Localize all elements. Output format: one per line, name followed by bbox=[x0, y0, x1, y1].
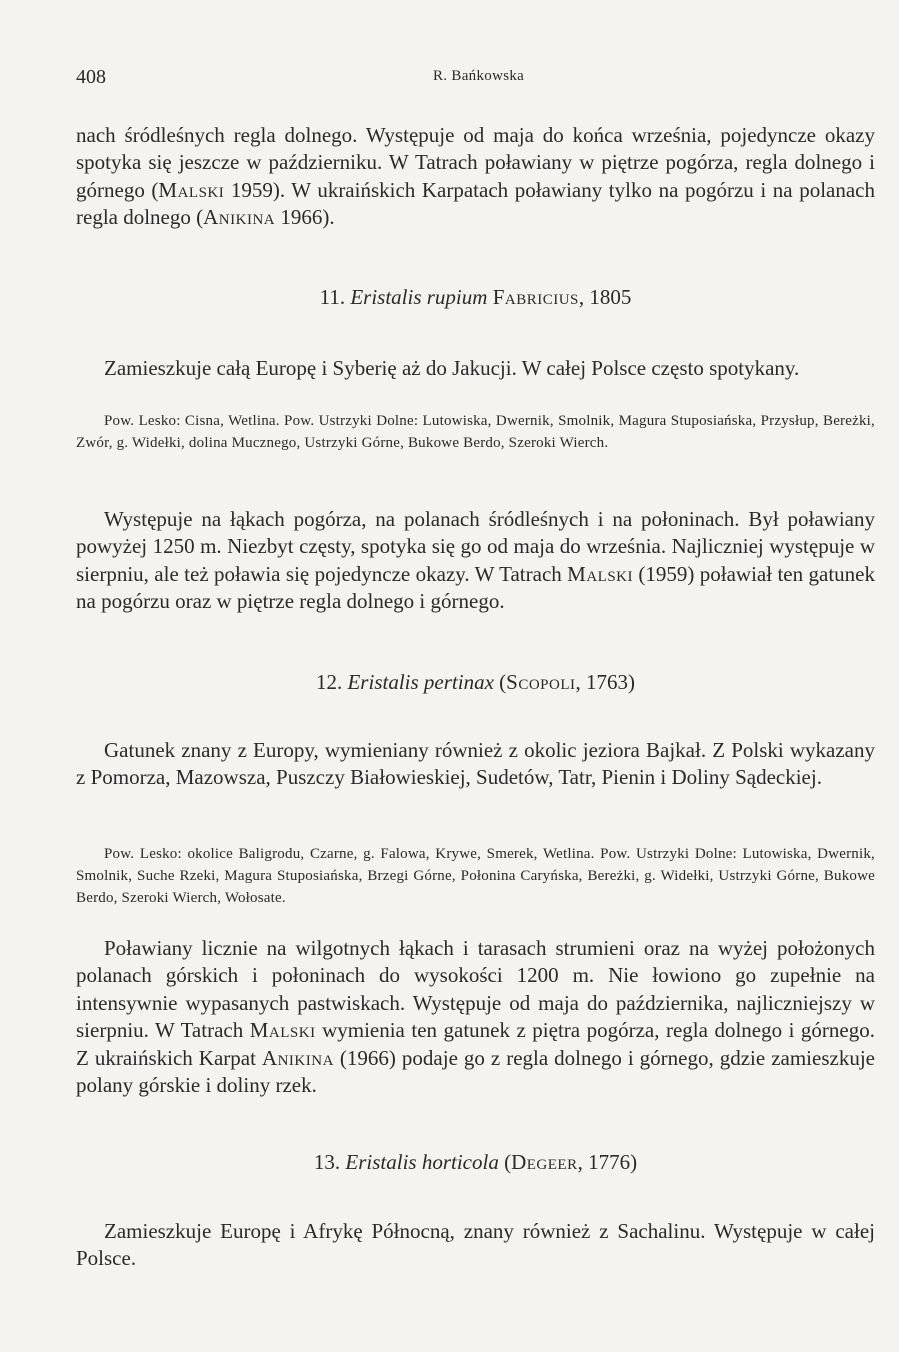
author-citation: Malski bbox=[567, 561, 633, 586]
species-author-open: ( bbox=[498, 1150, 512, 1174]
ecology-text-1: Występuje na łąkach pogórza, na polanach śródleśnych i na połoninach. Był poławiany powyżej 1250 m. Niezbyt częsty, spotyka się go od maja do września. Najliczniej występuje w sierpniu, ale też poławia się pojedyncze okazy. W Tatrach bbox=[76, 507, 875, 586]
species-heading-11 bbox=[76, 285, 875, 310]
localities-paragraph-12: Pow. Lesko: okolice Baligrodu, Czarne, g. Falowa, Krywe, Smerek, Wetlina. Pow. Ustrzyki Dolne: Lutowiska, Dwernik, Smolnik, Suche Rzeki, Magura Stuposiańska, Brzegi Górne, Połonina Caryńska, Bereżki, g. Widełki, Ustrzyki Górne, Bukowe Berdo, Szeroki Wierch, Wołosate. bbox=[76, 846, 875, 906]
ecology-text-2: (1959) poławiał ten gatunek na pogórzu oraz w piętrze regla dolnego i górnego. bbox=[76, 561, 875, 614]
ecology-paragraph-11 bbox=[76, 506, 875, 616]
species-name: Eristalis rupium bbox=[350, 285, 488, 309]
author-citation: Malski bbox=[249, 1018, 316, 1043]
ecology-text-2: wymienia ten gatunek z piętra pogórza, regla dolnego i górnego. Z ukraińskich Karpat bbox=[76, 1018, 875, 1070]
author-citation: Anikina bbox=[203, 205, 276, 230]
species-author: Fabricius bbox=[492, 285, 579, 309]
intro-paragraph bbox=[76, 122, 875, 232]
species-year: , 1805 bbox=[578, 285, 632, 309]
distribution-paragraph-13: Zamieszkuje Europę i Afrykę Północną, znany również z Sachalinu. Występuje w całej Polsce. bbox=[76, 1219, 875, 1271]
species-author-open: ( bbox=[493, 670, 507, 694]
ecology-text-1: Poławiany licznie na wilgotnych łąkach i tarasach strumieni oraz na wyżej położonych polanach górskich i połoninach do wysokości 1200 m. Nie łowiono go zupełnie na intensywnie wypasanych pastwiskach. Występuje od maja do października, najliczniejszy w sierpniu. W Tatrach bbox=[76, 936, 875, 1043]
species-author: Scopoli bbox=[506, 670, 576, 694]
intro-text-3: 1966). bbox=[275, 205, 335, 230]
species-year: , 1776) bbox=[577, 1150, 638, 1174]
ecology-text-3: (1966) podaje go z regla dolnego i górnego, gdzie zamieszkuje polany górskie i doliny rzek. bbox=[76, 1045, 875, 1098]
distribution-paragraph-11: Zamieszkuje całą Europę i Syberię aż do Jakucji. W całej Polsce często spotykany. bbox=[104, 356, 800, 380]
species-heading-12 bbox=[76, 670, 875, 695]
species-number: 12. bbox=[315, 670, 343, 694]
localities-paragraph-11: Pow. Lesko: Cisna, Wetlina. Pow. Ustrzyki Dolne: Lutowiska, Dwernik, Smolnik, Magura Stuposiańska, Przysłup, Bereżki, Zwór, g. Widełki, dolina Mucznego, Ustrzyki Górne, Bukowe Berdo, Szeroki Wierch. bbox=[76, 413, 875, 451]
ecology-paragraph-12 bbox=[76, 935, 875, 1099]
intro-text-1: nach śródleśnych regla dolnego. Występuje od maja do końca września, pojedyncze okazy spotyka się jeszcze w październiku. W Tatrach poławiany w piętrze pogórza, regla dolnego i górnego ( bbox=[76, 123, 875, 202]
species-number: 13. bbox=[313, 1150, 341, 1174]
species-author: Degeer bbox=[511, 1150, 578, 1174]
species-year: , 1763) bbox=[575, 670, 636, 694]
distribution-paragraph-12: Gatunek znany z Europy, wymieniany również z okolic jeziora Bajkał. Z Polski wykazany z Pomorza, Mazowsza, Puszczy Białowieskiej, Sudetów, Tatr, Pienin i Doliny Sądeckiej. bbox=[76, 738, 875, 790]
species-name: Eristalis pertinax bbox=[347, 670, 494, 694]
author-citation: Anikina bbox=[261, 1045, 334, 1070]
species-heading-13 bbox=[76, 1150, 875, 1175]
species-number: 11. bbox=[319, 285, 346, 309]
species-name: Eristalis horticola bbox=[345, 1150, 499, 1174]
author-citation: Malski bbox=[158, 177, 225, 202]
page-header bbox=[76, 66, 876, 96]
running-head: R. Bańkowska bbox=[433, 68, 525, 84]
intro-text-2: 1959). W ukraińskich Karpatach poławiany tylko na pogórzu i na polanach regla dolnego ( bbox=[76, 177, 875, 230]
page-number: 408 bbox=[76, 66, 106, 88]
